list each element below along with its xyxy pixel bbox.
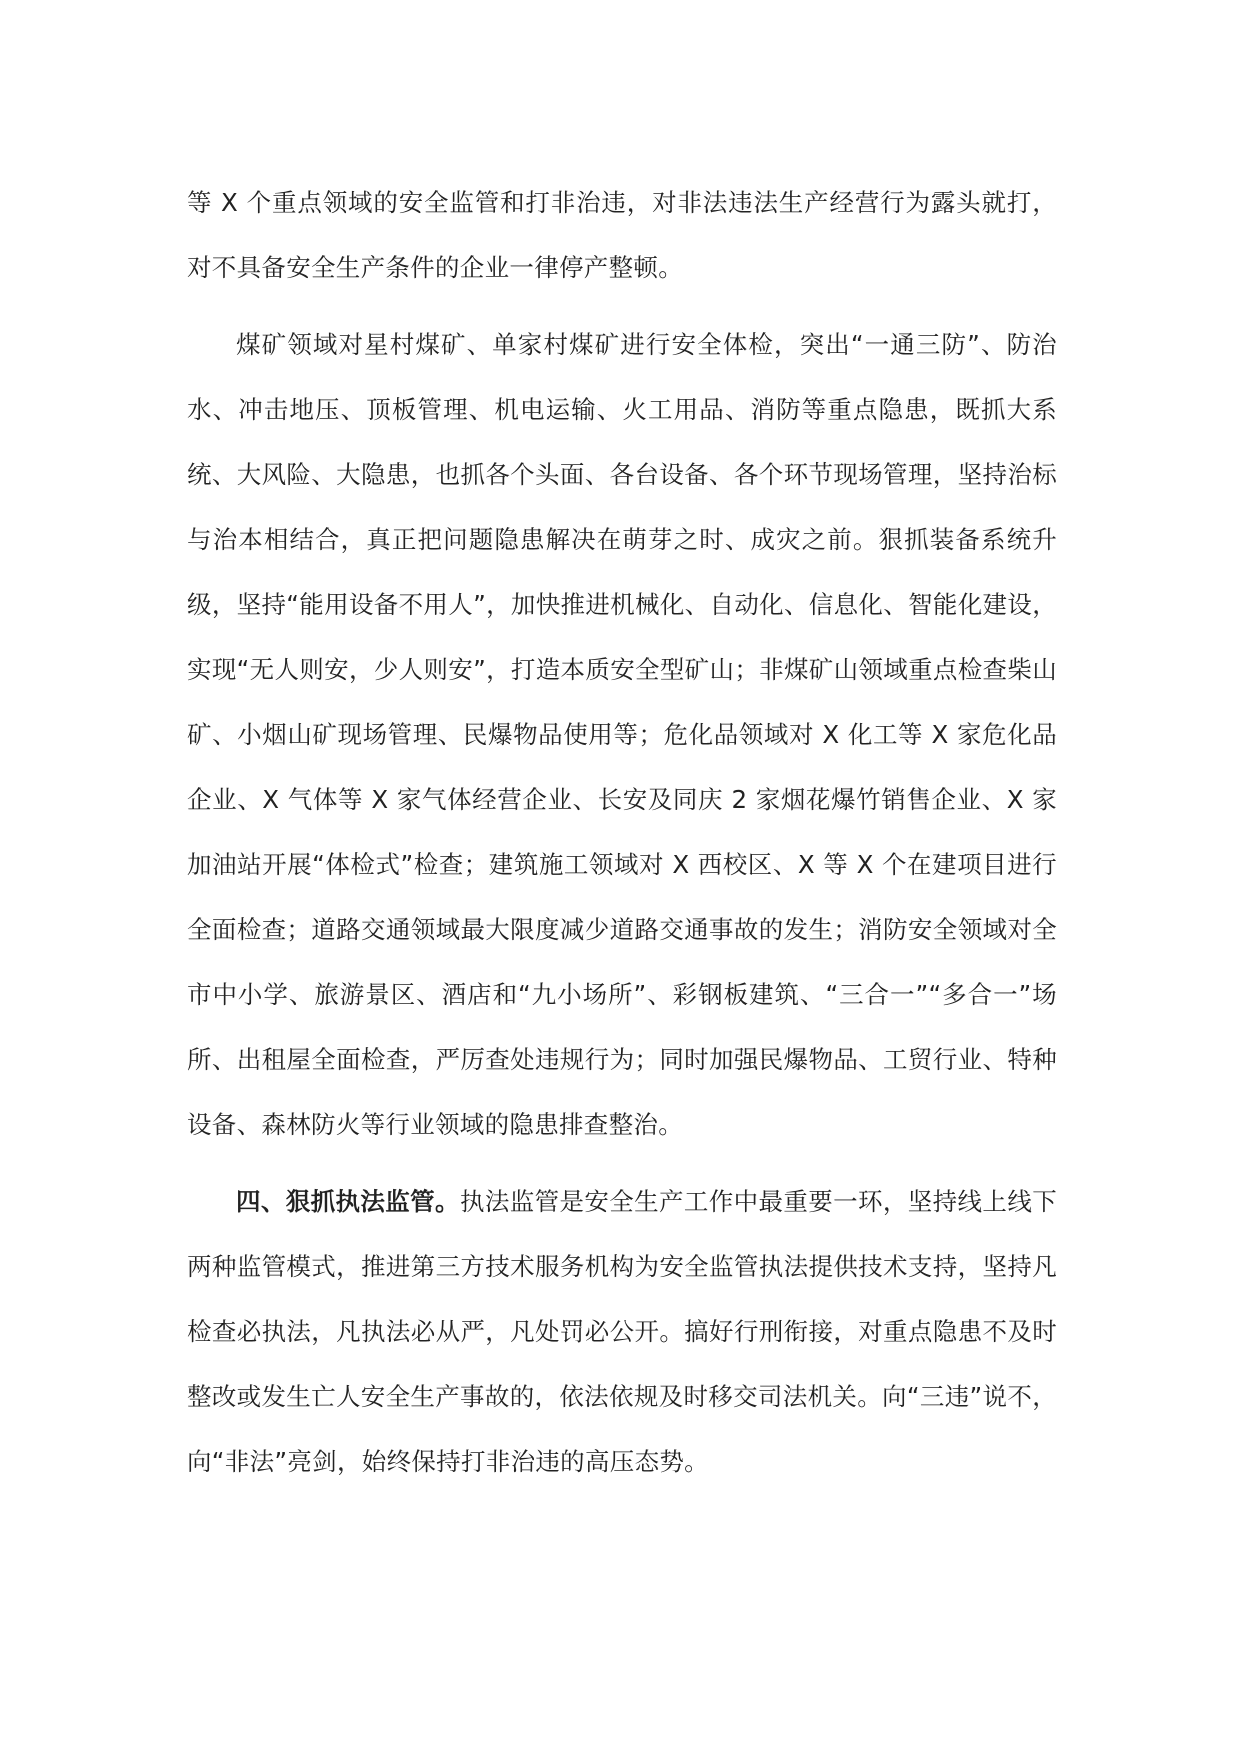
paragraph-1-text: 等 X 个重点领域的安全监管和打非治违，对非法违法生产经营行为露头就打，对不具备安全生产条件的企业一律停产整顿。 (187, 188, 1057, 282)
section-heading-4: 四、狠抓执法监管。 (236, 1187, 460, 1216)
paragraph-continuation (187, 170, 1057, 300)
paragraph-enforcement (187, 1169, 1057, 1494)
paragraph-3-text: 执法监管是安全生产工作中最重要一环，坚持线上线下两种监管模式，推进第三方技术服务机构为安全监管执法提供技术支持，坚持凡检查必执法，凡执法必从严，凡处罚必公开。搞好行刑衔接，对重点隐患不及时整改或发生亡人安全生产事故的，依法依规及时移交司法机关。向“三违”说不，向“非法”亮剑，始终保持打非治违的高压态势。 (187, 1187, 1057, 1476)
paragraph-2-text: 煤矿领域对星村煤矿、单家村煤矿进行安全体检，突出“一通三防”、防治水、冲击地压、顶板管理、机电运输、火工用品、消防等重点隐患，既抓大系统、大风险、大隐患，也抓各个头面、各台设备、各个环节现场管理，坚持治标与治本相结合，真正把问题隐患解决在萌芽之时、成灾之前。狠抓装备系统升级，坚持“能用设备不用人”，加快推进机械化、自动化、信息化、智能化建设，实现“无人则安，少人则安”，打造本质安全型矿山；非煤矿山领域重点检查柴山矿、小烟山矿现场管理、民爆物品使用等；危化品领域对 X 化工等 X 家危化品企业、X 气体等 X 家气体经营企业、长安及同庆 2 家烟花爆竹销售企业、X 家加油站开展“体检式”检查；建筑施工领域对 X 西校区、X 等 X 个在建项目进行全面检查；道路交通领域最大限度减少道路交通事故的发生；消防安全领域对全市中小学、旅游景区、酒店和“九小场所”、彩钢板建筑、“三合一”“多合一”场所、出租屋全面检查，严厉查处违规行为；同时加强民爆物品、工贸行业、特种设备、森林防火等行业领域的隐患排查整治。 (187, 330, 1057, 1139)
document-body (187, 170, 1057, 1494)
paragraph-key-areas (187, 312, 1057, 1157)
